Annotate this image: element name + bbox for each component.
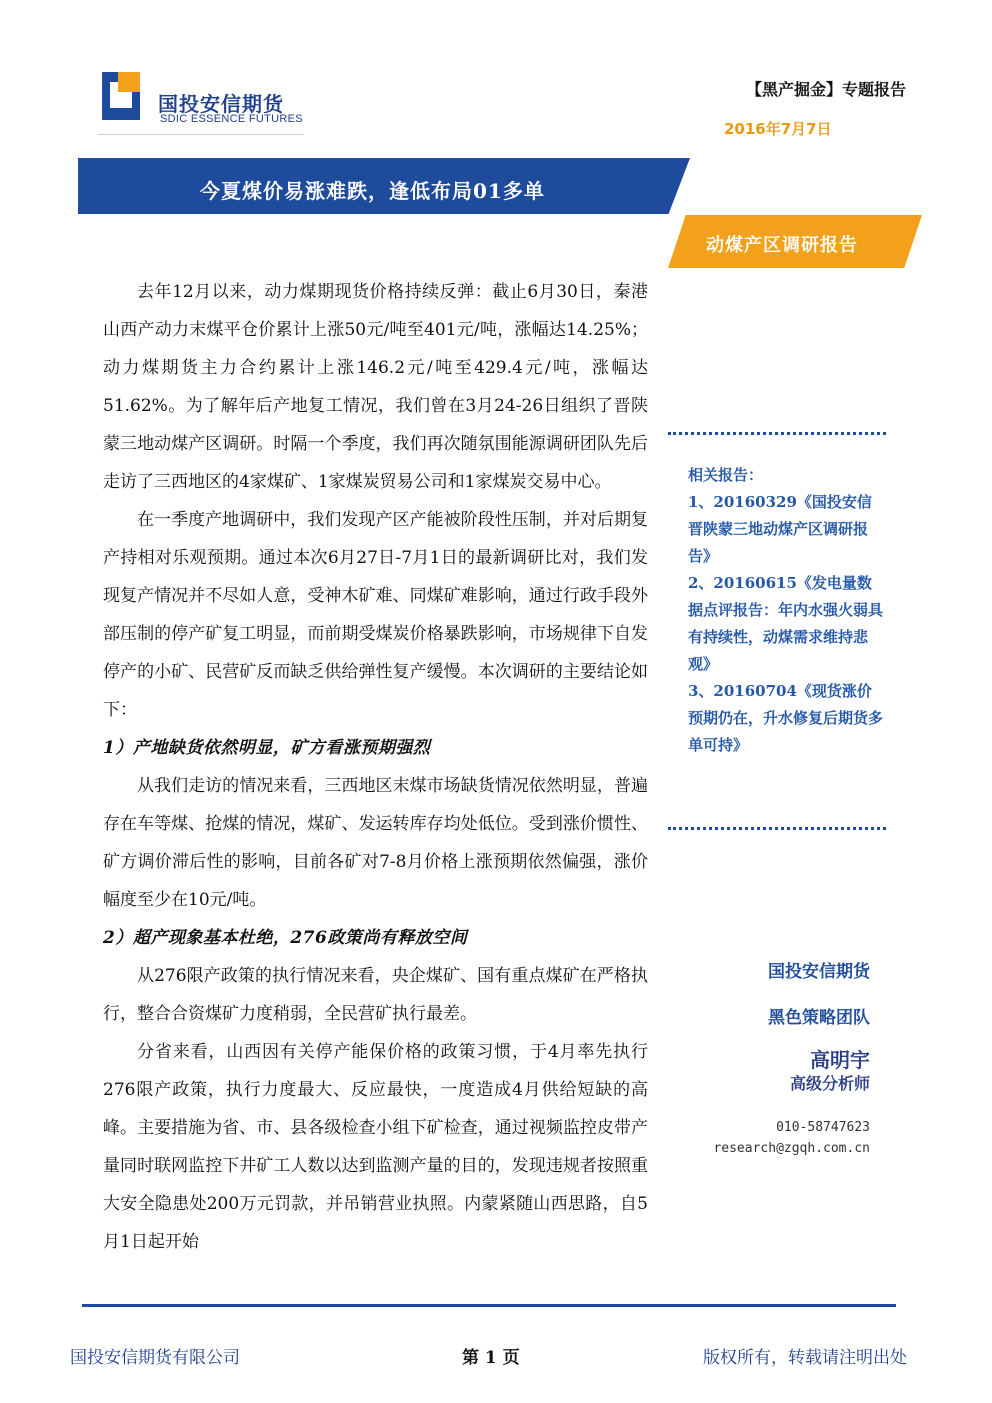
- analyst-name: 高明宇: [810, 1048, 870, 1072]
- footer-copyright: 版权所有，转载请注明出处: [703, 1348, 907, 1368]
- body-paragraph: 从276限产政策的执行情况来看，央企煤矿、国有重点煤矿在严格执行，整合合资煤矿力度稍弱，全民营矿执行最差。: [103, 966, 648, 1024]
- logo-company-name-en: SDIC ESSENCE FUTURES: [160, 113, 303, 125]
- section-heading: 2）超产现象基本杜绝，276政策尚有释放空间: [103, 928, 468, 948]
- analyst-title: 高级分析师: [789, 1074, 870, 1093]
- sidebar-dotted-divider: [668, 432, 886, 435]
- body-paragraph: 在一季度产地调研中，我们发现产区产能被阶段性压制，并对后期复产持相对乐观预期。通过本次6月27日-7月1日的最新调研比对，我们发现复产情况并不尽如人意，受神木矿难、同煤矿难影响，通过行政手段外部压制的停产矿复工明显，而前期受煤炭价格暴跌影响，市场规律下自发停产的小矿、民营矿反而缺乏供给弹性复产缓慢。本次调研的主要结论如下：: [103, 510, 648, 720]
- contact-team: 黑色策略团队: [768, 1008, 870, 1028]
- footer-divider: [82, 1304, 896, 1307]
- analyst-contact: [713, 957, 870, 1156]
- contact-email[interactable]: research@zgqh.com.cn: [713, 1141, 870, 1156]
- report-type: 【黑产掘金】专题报告: [745, 80, 906, 99]
- report-subtitle: 动煤产区调研报告: [706, 235, 858, 256]
- contact-phone: 010-58747623: [776, 1120, 870, 1135]
- footer-company: 国投安信期货有限公司: [70, 1348, 240, 1368]
- report-title: 今夏煤价易涨难跌，逢低布局01多单: [200, 179, 545, 203]
- section-heading: 1）产地缺货依然明显，矿方看涨预期强烈: [103, 738, 431, 758]
- logo-company-name: 国投安信期货: [158, 92, 284, 116]
- report-date: 2016年7月7日: [724, 120, 832, 138]
- related-report-item[interactable]: 3、20160704《现货涨价预期仍在，升水修复后期货多单可持》: [688, 682, 884, 754]
- page-number: 第 1 页: [462, 1348, 520, 1368]
- related-reports-heading: 相关报告：: [688, 466, 764, 484]
- body-paragraph: 去年12月以来，动力煤期现货价格持续反弹：截止6月30日，秦港山西产动力末煤平仓价累计上涨50元/吨至401元/吨，涨幅达14.25%；动力煤期货主力合约累计上涨146.2元/吨至429.4元/吨，涨幅达51.62%。为了解年后产地复工情况，我们曾在3月24-26日组织了晋陕蒙三地动煤产区调研。时隔一个季度，我们再次随氛围能源调研团队先后走访了三西地区的4家煤矿、1家煤炭贸易公司和1家煤炭交易中心。: [103, 282, 648, 492]
- contact-company: 国投安信期货: [768, 962, 870, 982]
- related-report-item[interactable]: 2、20160615《发电量数据点评报告：年内水强火弱具有持续性，动煤需求维持悲观》: [688, 574, 884, 673]
- sidebar-dotted-divider: [668, 827, 886, 830]
- body-paragraph: 分省来看，山西因有关停产能保价格的政策习惯，于4月率先执行276限产政策，执行力度最大、反应最快，一度造成4月供给短缺的高峰。主要措施为省、市、县各级检查小组下矿检查，通过视频监控皮带产量同时联网监控下井矿工人数以达到监测产量的目的，发现违规者按照重大安全隐患处200万元罚款，并吊销营业执照。内蒙紧随山西思路，自5月1日起开始: [103, 1042, 648, 1252]
- company-logo: [98, 70, 144, 124]
- related-reports: [688, 462, 884, 759]
- main-body: [103, 273, 648, 1261]
- related-report-item[interactable]: 1、20160329《国投安信晋陕蒙三地动煤产区调研报告》: [688, 493, 872, 565]
- header-divider: [98, 134, 304, 135]
- body-paragraph: 从我们走访的情况来看，三西地区末煤市场缺货情况依然明显，普遍存在车等煤、抢煤的情况，煤矿、发运转库存均处低位。受到涨价惯性、矿方调价滞后性的影响，目前各矿对7-8月价格上涨预期依然偏强，涨价幅度至少在10元/吨。: [103, 776, 648, 910]
